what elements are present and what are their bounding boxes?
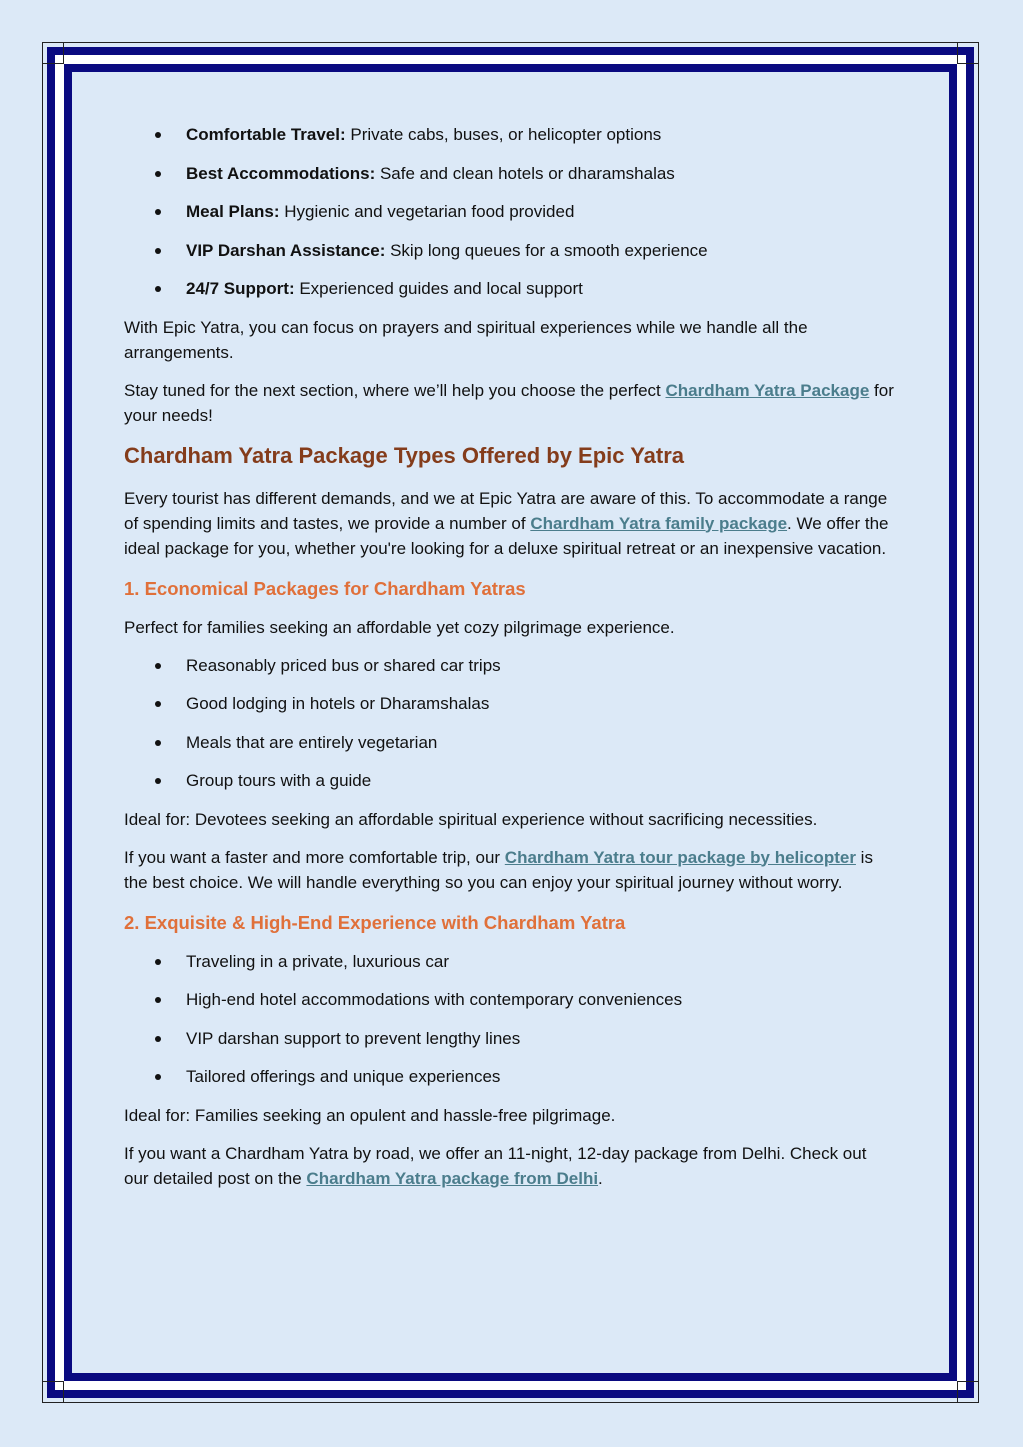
list-item: High-end hotel accommodations with contemporary conveniences xyxy=(186,987,894,1012)
luxury-heading: 2. Exquisite & High-End Experience with Chardham Yatra xyxy=(124,911,626,933)
economical-intro: Perfect for families seeking an affordable yet cozy pilgrimage experience. xyxy=(124,617,675,637)
helicopter-package-link[interactable]: Chardham Yatra tour package by helicopter xyxy=(504,847,856,867)
list-item: Good lodging in hotels or Dharamshalas xyxy=(186,691,894,716)
list-item: Tailored offerings and unique experiences xyxy=(186,1064,894,1089)
corner-ornament-top-right xyxy=(957,42,979,64)
corner-ornament-bottom-right xyxy=(957,1381,979,1403)
list-item: Comfortable Travel: Private cabs, buses, or helicopter options xyxy=(186,122,894,147)
list-item: VIP Darshan Assistance: Skip long queues for a smooth experience xyxy=(186,238,894,263)
road-paragraph: If you want a Chardham Yatra by road, we offer an 11-night, 12-day package from Delhi. Check out our detailed post on the Chardham Yatra package from Delhi. xyxy=(124,1143,867,1188)
intro-paragraph: With Epic Yatra, you can focus on prayers and spiritual experiences while we handle all the arrangements. xyxy=(124,317,808,362)
list-item: Traveling in a private, luxurious car xyxy=(186,949,894,974)
list-item: Best Accommodations: Safe and clean hotels or dharamshalas xyxy=(186,161,894,186)
helicopter-paragraph: If you want a faster and more comfortable trip, our Chardham Yatra tour package by helicopter is the best choice. We will handle everything so you can enjoy your spiritual journey without worry. xyxy=(124,847,873,892)
document-body xyxy=(124,122,894,1204)
economical-heading: 1. Economical Packages for Chardham Yatras xyxy=(124,577,526,599)
section-heading: Chardham Yatra Package Types Offered by Epic Yatra xyxy=(124,442,685,468)
section-paragraph: Every tourist has different demands, and we at Epic Yatra are aware of this. To accommodate a range of spending limits and tastes, we provide a number of Chardham Yatra family package. We offer the ideal package for you, whether you're looking for a deluxe spiritual retreat or an inexpensive vacation. xyxy=(124,488,889,558)
corner-ornament-bottom-left xyxy=(42,1381,64,1403)
list-item: 24/7 Support: Experienced guides and local support xyxy=(186,276,894,301)
list-item: Group tours with a guide xyxy=(186,768,894,793)
luxury-list xyxy=(124,949,894,1090)
list-item: VIP darshan support to prevent lengthy lines xyxy=(186,1026,894,1051)
luxury-ideal: Ideal for: Families seeking an opulent and hassle-free pilgrimage. xyxy=(124,1105,616,1125)
economical-list xyxy=(124,653,894,794)
stay-tuned-paragraph: Stay tuned for the next section, where we’ll help you choose the perfect Chardham Yatra Package for your needs! xyxy=(124,380,894,425)
family-package-link[interactable]: Chardham Yatra family package xyxy=(530,513,788,533)
features-list xyxy=(124,122,894,301)
list-item: Meals that are entirely vegetarian xyxy=(186,730,894,755)
chardham-yatra-package-link[interactable]: Chardham Yatra Package xyxy=(665,380,870,400)
delhi-package-link[interactable]: Chardham Yatra package from Delhi xyxy=(306,1168,599,1188)
corner-ornament-top-left xyxy=(42,42,64,64)
list-item: Meal Plans: Hygienic and vegetarian food provided xyxy=(186,199,894,224)
economical-ideal: Ideal for: Devotees seeking an affordable spiritual experience without sacrificing necessities. xyxy=(124,809,818,829)
list-item: Reasonably priced bus or shared car trips xyxy=(186,653,894,678)
